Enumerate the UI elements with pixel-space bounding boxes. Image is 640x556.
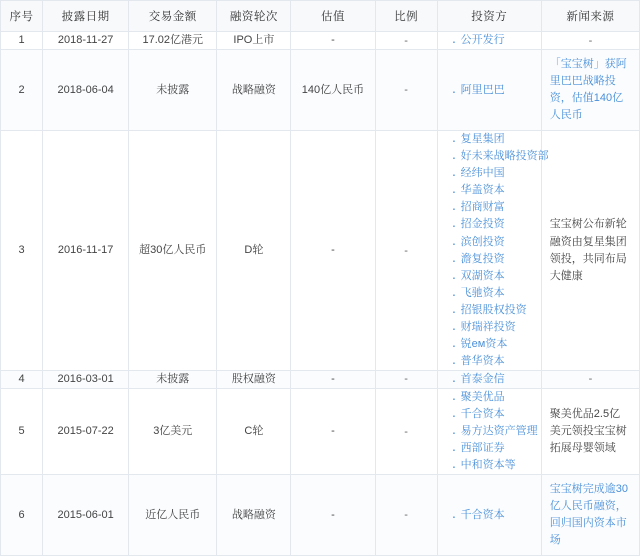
cell-date xyxy=(43,370,129,388)
investor-item[interactable]: · 普华资本 xyxy=(452,353,541,370)
cell-valuation-text: - xyxy=(331,244,335,257)
table-row xyxy=(1,370,640,388)
cell-investors xyxy=(437,388,541,474)
cell-ratio-text: - xyxy=(404,244,408,257)
investor-item[interactable]: · 华盖资本 xyxy=(452,182,541,199)
investor-item[interactable]: · 聚美优品 xyxy=(452,389,541,406)
cell-ratio-text: - xyxy=(404,373,408,386)
news-source-text: - xyxy=(588,34,593,47)
cell-ratio xyxy=(375,475,437,556)
investor-list xyxy=(438,131,549,370)
cell-index-text: 5 xyxy=(18,425,25,438)
cell-date-text: 2018-06-04 xyxy=(57,83,114,96)
cell-date xyxy=(43,475,129,556)
cell-ratio xyxy=(375,32,437,50)
cell-amount-text: 超30亿人民币 xyxy=(139,244,207,257)
investor-item[interactable]: · 易方达资产管理 xyxy=(452,423,541,440)
cell-date-text: 2016-03-01 xyxy=(57,373,114,386)
investor-list xyxy=(438,371,541,388)
investor-item[interactable]: · 招银股权投资 xyxy=(452,302,541,319)
cell-investors xyxy=(437,475,541,556)
cell-amount-text: 未披露 xyxy=(156,83,190,96)
column-header-index: 序号 xyxy=(1,1,43,32)
cell-ratio-text: - xyxy=(404,34,408,47)
cell-index xyxy=(1,370,43,388)
investor-list xyxy=(438,507,541,524)
cell-valuation xyxy=(291,131,375,371)
cell-valuation-text: - xyxy=(331,373,335,386)
cell-investors xyxy=(437,131,549,371)
cell-index-text: 6 xyxy=(18,509,25,522)
cell-amount xyxy=(129,388,217,474)
cell-round-text: IPO上市 xyxy=(233,34,275,47)
cell-date-text: 2018-11-27 xyxy=(57,34,114,47)
investor-list xyxy=(438,82,541,99)
cell-amount xyxy=(129,50,217,131)
cell-ratio xyxy=(375,370,437,388)
table-body xyxy=(1,32,640,556)
cell-index xyxy=(1,131,43,371)
cell-amount-text: 未披露 xyxy=(156,373,190,386)
cell-round-text: 战略融资 xyxy=(231,509,276,522)
investor-item[interactable]: · 阿里巴巴 xyxy=(452,82,541,99)
cell-round xyxy=(217,32,291,50)
cell-index-text: 4 xyxy=(18,373,25,386)
table-row xyxy=(1,32,640,50)
cell-round xyxy=(217,475,291,556)
cell-round-text: D轮 xyxy=(244,244,264,257)
investor-item[interactable]: · 招商财富 xyxy=(452,199,541,216)
investor-item[interactable]: · 招金投资 xyxy=(452,216,541,233)
cell-amount xyxy=(129,131,217,371)
news-source-link[interactable]: 「宝宝树」获阿里巴巴战略投资，估值140亿人民币 xyxy=(549,58,627,122)
cell-valuation xyxy=(291,370,375,388)
cell-date xyxy=(43,388,129,474)
investor-item[interactable]: · 经纬中国 xyxy=(452,165,541,182)
cell-round xyxy=(217,50,291,131)
cell-date-text: 2015-06-01 xyxy=(57,509,114,522)
table-header-row xyxy=(1,1,640,32)
cell-news-source[interactable] xyxy=(541,50,639,131)
cell-round-text: C轮 xyxy=(244,425,264,438)
investor-list xyxy=(438,32,541,49)
investor-item[interactable]: · 飞驰资本 xyxy=(452,285,541,302)
cell-investors xyxy=(437,370,541,388)
cell-valuation-text: - xyxy=(331,425,335,438)
cell-news-source[interactable] xyxy=(541,131,639,371)
cell-index xyxy=(1,50,43,131)
cell-valuation xyxy=(291,32,375,50)
cell-ratio xyxy=(375,131,437,371)
cell-ratio xyxy=(375,388,437,474)
column-header-date: 披露日期 xyxy=(43,1,129,32)
cell-index-text: 2 xyxy=(18,83,25,96)
news-source-link[interactable]: 宝宝树公布新轮融资由复星集团领投，共同布局大健康 xyxy=(549,218,627,282)
cell-round-text: 股权融资 xyxy=(231,373,276,386)
table-row xyxy=(1,50,640,131)
cell-date xyxy=(43,50,129,131)
cell-date-text: 2015-07-22 xyxy=(57,425,114,438)
cell-ratio-text: - xyxy=(404,84,408,97)
news-source-link[interactable]: 宝宝树完成逾30亿人民币融资，回归国内资本市场 xyxy=(549,483,629,547)
column-header-amount: 交易金额 xyxy=(129,1,217,32)
cell-valuation-text: - xyxy=(331,34,335,47)
cell-valuation xyxy=(291,50,375,131)
column-header-investors: 投资方 xyxy=(437,1,541,32)
cell-ratio-text: - xyxy=(404,509,408,522)
cell-amount xyxy=(129,32,217,50)
cell-news-source xyxy=(541,370,639,388)
column-header-news: 新闻来源 xyxy=(541,1,639,32)
cell-round xyxy=(217,388,291,474)
cell-index xyxy=(1,388,43,474)
table-row xyxy=(1,131,640,371)
cell-news-source[interactable] xyxy=(541,388,639,474)
investor-list xyxy=(438,389,541,474)
cell-amount-text: 3亿美元 xyxy=(153,425,193,438)
table-header xyxy=(1,1,640,32)
investor-item[interactable]: · 首泰金信 xyxy=(452,371,541,388)
cell-amount xyxy=(129,475,217,556)
cell-valuation xyxy=(291,475,375,556)
cell-index xyxy=(1,475,43,556)
news-source-text: - xyxy=(588,373,593,386)
investor-item[interactable]: · 锐ем资本 xyxy=(452,336,541,353)
cell-ratio-text: - xyxy=(404,425,408,438)
investor-item[interactable]: · 中和资本等 xyxy=(452,457,541,474)
cell-valuation-text: - xyxy=(331,509,335,522)
news-source-link[interactable]: 聚美优品2.5亿美元领投宝宝树 拓展母婴领域 xyxy=(549,407,627,455)
cell-amount-text: 17.02亿港元 xyxy=(142,34,204,47)
cell-date xyxy=(43,131,129,371)
cell-news-source xyxy=(541,32,639,50)
investor-item[interactable]: · 双湖资本 xyxy=(452,268,541,285)
investor-item[interactable]: · 西部证券 xyxy=(452,440,541,457)
cell-news-source[interactable] xyxy=(541,475,639,556)
investor-item[interactable]: · 滨创投资 xyxy=(452,234,541,251)
column-header-ratio: 比例 xyxy=(375,1,437,32)
cell-valuation xyxy=(291,388,375,474)
investor-item[interactable]: · 复星集团 xyxy=(452,131,541,148)
cell-amount xyxy=(129,370,217,388)
cell-amount-text: 近亿人民币 xyxy=(145,509,201,522)
cell-round xyxy=(217,131,291,371)
column-header-round: 融资轮次 xyxy=(217,1,291,32)
investor-item[interactable]: · 财瑞祥投资 xyxy=(452,319,541,336)
table-row xyxy=(1,475,640,556)
cell-date-text: 2016-11-17 xyxy=(57,244,114,257)
cell-investors xyxy=(437,50,541,131)
cell-round-text: 战略融资 xyxy=(231,83,276,96)
cell-index-text: 3 xyxy=(18,244,25,257)
cell-investors xyxy=(437,32,541,50)
column-header-valuation: 估值 xyxy=(291,1,375,32)
investor-item[interactable]: · 好未来战略投资部 xyxy=(452,148,541,165)
investor-item[interactable]: · 澹复投资 xyxy=(452,251,541,268)
cell-date xyxy=(43,32,129,50)
cell-ratio xyxy=(375,50,437,131)
investor-item[interactable]: · 公开发行 xyxy=(452,32,541,49)
cell-index xyxy=(1,32,43,50)
investor-item[interactable]: · 千合资本 xyxy=(452,507,541,524)
investor-item[interactable]: · 千合资本 xyxy=(452,406,541,423)
table-row xyxy=(1,388,640,474)
cell-valuation-text: 140亿人民币 xyxy=(301,83,365,96)
cell-round xyxy=(217,370,291,388)
cell-index-text: 1 xyxy=(18,34,25,47)
